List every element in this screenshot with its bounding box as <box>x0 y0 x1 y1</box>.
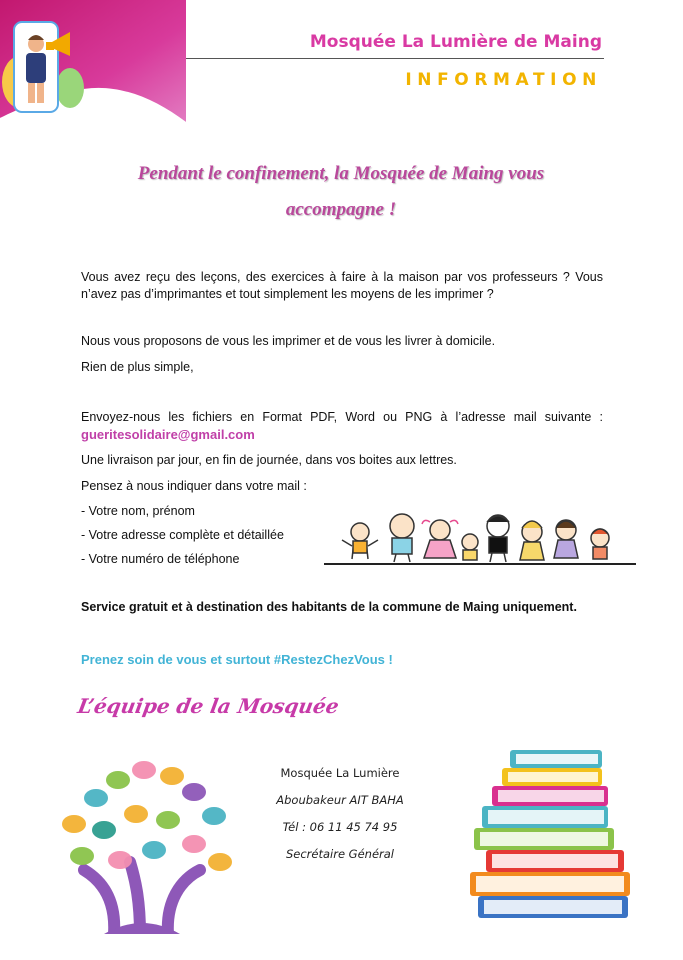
section-label: INFORMATION <box>405 70 602 90</box>
team-signature: L’équipe de la Mosquée <box>75 694 341 718</box>
service-notice: Service gratuit et à destination des habitants de la commune de Maing uniquement. <box>81 600 577 614</box>
remember-line: Pensez à nous indiquer dans votre mail : <box>81 479 307 493</box>
intro-paragraph: Vous avez reçu des leçons, des exercices à faire à la maison par vos professeurs ? Vous n’avez pas d’imprimantes et tout simplement les moyens de les imprimer ? <box>81 270 603 301</box>
delivery-line: Une livraison par jour, en fin de journée, dans vos boites aux lettres. <box>81 453 457 467</box>
simple-line: Rien de plus simple, <box>81 360 194 374</box>
contact-email-link[interactable]: gueritesolidaire@gmail.com <box>81 427 255 442</box>
signature-phone: Tél : 06 11 45 74 95 <box>282 820 398 834</box>
list-item: - Votre nom, prénom <box>81 504 195 518</box>
header-megaphone-graphic <box>0 0 186 125</box>
book-stack-illustration <box>462 746 646 922</box>
children-drawing <box>320 508 640 570</box>
headline-line-2: accompagne ! <box>285 199 397 220</box>
hands-tree-illustration <box>44 752 240 934</box>
signature-organization: Mosquée La Lumière <box>280 766 400 780</box>
stay-home-message: Prenez soin de vous et surtout #RestezChezVous ! <box>81 652 393 667</box>
list-item: - Votre adresse complète et détaillée <box>81 528 284 542</box>
send-files-paragraph: Envoyez-nous les fichiers en Format PDF, Word ou PNG à l’adresse mail suivante : <box>81 410 603 424</box>
headline-line-1: Pendant le confinement, la Mosquée de Maing vous <box>137 163 545 184</box>
list-item: - Votre numéro de téléphone <box>81 552 240 566</box>
signature-role: Secrétaire Général <box>285 847 395 861</box>
organization-title: Mosquée La Lumière de Maing <box>309 32 602 52</box>
header-divider <box>186 58 604 59</box>
offer-paragraph: Nous vous proposons de vous les imprimer et de vous les livrer à domicile. <box>81 334 496 348</box>
signature-name: Aboubakeur AIT BAHA <box>276 793 404 807</box>
